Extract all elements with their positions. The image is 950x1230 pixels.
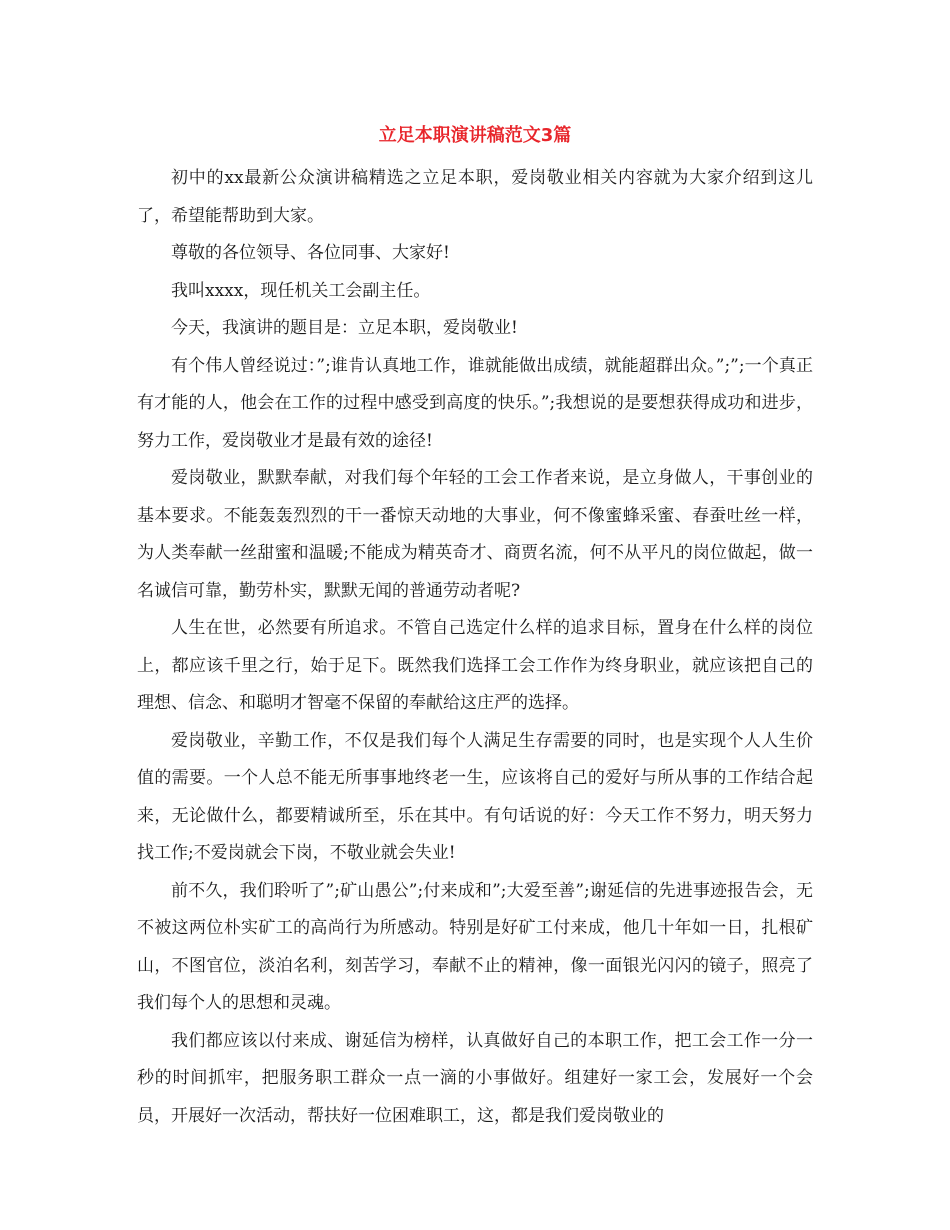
paragraph-action: 我们都应该以付来成、谢延信为榜样，认真做好自己的本职工作，把工会工作一分一秒的时间抓牢，把服务职工群众一点一滴的小事做好。组建好一家工会，发展好一个会员，开展好一次活动，帮扶好一位困难职工，这，都是我们爱岗敬业的 (137, 1030, 813, 1126)
document-body (137, 160, 813, 1135)
document-title: 立足本职演讲稿范文3篇 (378, 125, 572, 146)
paragraph-value: 爱岗敬业，辛勤工作，不仅是我们每个人满足生存需要的同时，也是实现个人人生价值的需要。一个人总不能无所事事地终老一生，应该将自己的爱好与所从事的工作结合起来，无论做什么，都要精诚所至，乐在其中。有句话说的好：今天工作不努力，明天努力找工作;不爱岗就会下岗，不敬业就会失业! (137, 730, 813, 863)
paragraph-intro: 初中的xx最新公众演讲稿精选之立足本职，爱岗敬业相关内容就为大家介绍到这儿了，希望能帮助到大家。 (137, 168, 813, 226)
paragraph-topic: 今天，我演讲的题目是：立足本职，爱岗敬业! (171, 318, 518, 338)
paragraph-pursuit: 人生在世，必然要有所追求。不管自己选定什么样的追求目标，置身在什么样的岗位上，都应该千里之行，始于足下。既然我们选择工会工作作为终身职业，就应该把自己的理想、信念、和聪明才智毫不保留的奉献给这庄严的选择。 (137, 618, 813, 713)
paragraph-quote: 有个伟人曾经说过：”;谁肯认真地工作，谁就能做出成绩，就能超群出众。”;”;一个真正有才能的人，他会在工作的过程中感受到高度的快乐。”;我想说的是要想获得成功和进步，努力工作，爱岗敬业才是最有效的途径! (137, 355, 813, 451)
paragraph-greeting: 尊敬的各位领导、各位同事、大家好! (171, 243, 450, 263)
paragraph-dedication: 爱岗敬业，默默奉献，对我们每个年轻的工会工作者来说，是立身做人，干事创业的基本要求。不能轰轰烈烈的干一番惊天动地的大事业，何不像蜜蜂采蜜、春蚕吐丝一样，为人类奉献一丝甜蜜和温暖;不能成为精英奇才、商贾名流，何不从平凡的岗位做起，做一名诚信可靠，勤劳朴实，默默无闻的普通劳动者呢? (137, 468, 813, 601)
paragraph-role-models: 前不久，我们聆听了”;矿山愚公”;付来成和”;大爱至善”;谢延信的先进事迹报告会，无不被这两位朴实矿工的高尚行为所感动。特别是好矿工付来成，他几十年如一日，扎根矿山，不图官位，淡泊名利，刻苦学习，奉献不止的精神，像一面银光闪闪的镜子，照亮了我们每个人的思想和灵魂。 (137, 880, 813, 1013)
paragraph-self-intro: 我叫xxxx，现任机关工会副主任。 (171, 280, 431, 301)
